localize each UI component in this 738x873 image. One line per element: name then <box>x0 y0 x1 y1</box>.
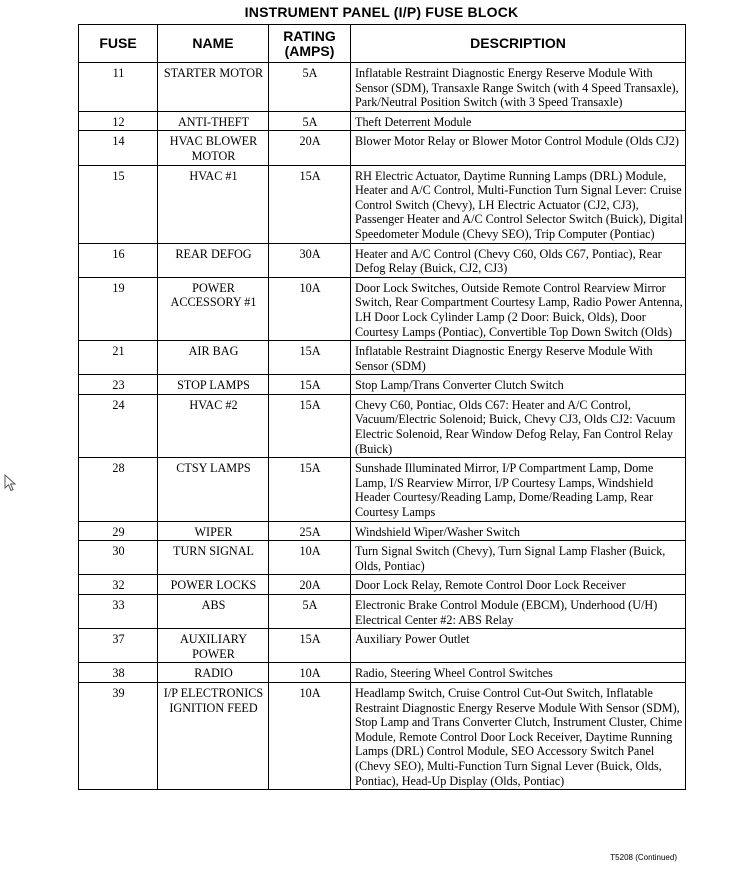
fuse-table <box>78 24 686 790</box>
fuse-number-cell: 29 <box>79 521 158 541</box>
fuse-number-cell: 21 <box>79 341 158 375</box>
fuse-rating-cell: 10A <box>269 682 351 789</box>
fuse-number-cell: 23 <box>79 375 158 395</box>
fuse-number-cell: 32 <box>79 575 158 595</box>
fuse-description-cell: Chevy C60, Pontiac, Olds C67: Heater and A/C Control, Vacuum/Electric Solenoid; Buick, Chevy CJ3, Olds CJ2: Vacuum Electric Solenoid, Rear Window Defog Relay, Fan Control Relay (Buick) <box>351 394 686 457</box>
table-row <box>79 277 686 340</box>
fuse-rating-cell: 15A <box>269 629 351 663</box>
fuse-name-cell: HVAC #2 <box>158 394 269 457</box>
fuse-number-cell: 30 <box>79 541 158 575</box>
table-row <box>79 375 686 395</box>
fuse-name-cell: AUXILIARY POWER <box>158 629 269 663</box>
fuse-table-body <box>79 63 686 790</box>
table-row <box>79 663 686 683</box>
header-name: NAME <box>158 25 269 63</box>
fuse-rating-cell: 5A <box>269 595 351 629</box>
fuse-description-cell: Radio, Steering Wheel Control Switches <box>351 663 686 683</box>
table-row <box>79 165 686 243</box>
fuse-name-cell: AIR BAG <box>158 341 269 375</box>
fuse-number-cell: 24 <box>79 394 158 457</box>
fuse-rating-cell: 15A <box>269 165 351 243</box>
table-row <box>79 131 686 165</box>
mouse-pointer-icon <box>4 474 18 492</box>
fuse-description-cell: Electronic Brake Control Module (EBCM), Underhood (U/H) Electrical Center #2: ABS Relay <box>351 595 686 629</box>
fuse-number-cell: 11 <box>79 63 158 112</box>
fuse-rating-cell: 15A <box>269 375 351 395</box>
fuse-number-cell: 16 <box>79 243 158 277</box>
fuse-number-cell: 37 <box>79 629 158 663</box>
fuse-description-cell: Windshield Wiper/Washer Switch <box>351 521 686 541</box>
table-row <box>79 111 686 131</box>
fuse-number-cell: 28 <box>79 458 158 521</box>
fuse-name-cell: POWER LOCKS <box>158 575 269 595</box>
fuse-name-cell: RADIO <box>158 663 269 683</box>
table-row <box>79 63 686 112</box>
fuse-name-cell: REAR DEFOG <box>158 243 269 277</box>
fuse-description-cell: Heater and A/C Control (Chevy C60, Olds C67, Pontiac), Rear Defog Relay (Buick, CJ2, CJ3) <box>351 243 686 277</box>
fuse-rating-cell: 10A <box>269 541 351 575</box>
fuse-name-cell: HVAC BLOWER MOTOR <box>158 131 269 165</box>
fuse-name-cell: ABS <box>158 595 269 629</box>
figure-reference-note: T5208 (Continued) <box>610 853 677 862</box>
fuse-description-cell: Blower Motor Relay or Blower Motor Control Module (Olds CJ2) <box>351 131 686 165</box>
fuse-rating-cell: 5A <box>269 111 351 131</box>
fuse-description-cell: Turn Signal Switch (Chevy), Turn Signal Lamp Flasher (Buick, Olds, Pontiac) <box>351 541 686 575</box>
header-rating <box>269 25 351 63</box>
fuse-rating-cell: 20A <box>269 131 351 165</box>
header-fuse: FUSE <box>79 25 158 63</box>
fuse-name-cell: STOP LAMPS <box>158 375 269 395</box>
fuse-rating-cell: 20A <box>269 575 351 595</box>
fuse-number-cell: 15 <box>79 165 158 243</box>
fuse-description-cell: Door Lock Switches, Outside Remote Control Rearview Mirror Switch, Rear Compartment Courtesy Lamp, Radio Power Antenna, LH Door Lock Cylinder Lamp (2 Door: Buick, Olds), Door Courtesy Lamps (Pontiac), Convertible Top Down Switch (Olds) <box>351 277 686 340</box>
fuse-number-cell: 38 <box>79 663 158 683</box>
fuse-rating-cell: 10A <box>269 663 351 683</box>
fuse-name-cell: HVAC #1 <box>158 165 269 243</box>
fuse-description-cell: Stop Lamp/Trans Converter Clutch Switch <box>351 375 686 395</box>
fuse-name-cell: POWER ACCESSORY #1 <box>158 277 269 340</box>
fuse-name-cell: ANTI-THEFT <box>158 111 269 131</box>
table-row <box>79 541 686 575</box>
page-title: INSTRUMENT PANEL (I/P) FUSE BLOCK <box>244 4 519 20</box>
fuse-number-cell: 39 <box>79 682 158 789</box>
fuse-rating-cell: 10A <box>269 277 351 340</box>
table-row <box>79 682 686 789</box>
table-row <box>79 575 686 595</box>
table-row <box>79 521 686 541</box>
table-row <box>79 243 686 277</box>
table-row <box>79 629 686 663</box>
fuse-name-cell: I/P ELECTRONICS IGNITION FEED <box>158 682 269 789</box>
table-row <box>79 394 686 457</box>
fuse-rating-cell: 15A <box>269 341 351 375</box>
fuse-number-cell: 12 <box>79 111 158 131</box>
table-row <box>79 458 686 521</box>
table-row <box>79 341 686 375</box>
fuse-number-cell: 19 <box>79 277 158 340</box>
fuse-name-cell: CTSY LAMPS <box>158 458 269 521</box>
fuse-rating-cell: 30A <box>269 243 351 277</box>
fuse-rating-cell: 25A <box>269 521 351 541</box>
fuse-description-cell: Inflatable Restraint Diagnostic Energy Reserve Module With Sensor (SDM), Transaxle Range Switch (with 4 Speed Transaxle), Park/Neutral Position Switch (with 3 Speed Transaxle) <box>351 63 686 112</box>
fuse-description-cell: RH Electric Actuator, Daytime Running Lamps (DRL) Module, Heater and A/C Control, Multi-Function Turn Signal Lever: Cruise Control Switch (Chevy), LH Electric Actuator (CJ2, CJ3), Passenger Heater and A/C Control Selector Switch (Buick), Digital Speedometer Module (Chevy SEO), Trip Computer (Pontiac) <box>351 165 686 243</box>
table-row <box>79 595 686 629</box>
header-rating-line1: RATING <box>283 27 336 44</box>
header-description: DESCRIPTION <box>351 25 686 63</box>
fuse-rating-cell: 5A <box>269 63 351 112</box>
header-rating-line2: (AMPS) <box>284 42 335 59</box>
fuse-name-cell: STARTER MOTOR <box>158 63 269 112</box>
fuse-name-cell: TURN SIGNAL <box>158 541 269 575</box>
fuse-description-cell: Auxiliary Power Outlet <box>351 629 686 663</box>
fuse-rating-cell: 15A <box>269 458 351 521</box>
fuse-name-cell: WIPER <box>158 521 269 541</box>
fuse-description-cell: Headlamp Switch, Cruise Control Cut-Out Switch, Inflatable Restraint Diagnostic Energy Reserve Module With Sensor (SDM), Stop Lamp and Trans Converter Clutch, Instrument Cluster, Chime Module, Remote Control Door Lock Receiver, Daytime Running Lamps (DRL) Control Module, SEO Accessory Switch Panel (Chevy SEO), Multi-Function Turn Signal Lever (Buick, Olds, Pontiac), Head-Up Display (Olds, Pontiac) <box>351 682 686 789</box>
fuse-description-cell: Theft Deterrent Module <box>351 111 686 131</box>
fuse-description-cell: Inflatable Restraint Diagnostic Energy Reserve Module With Sensor (SDM) <box>351 341 686 375</box>
fuse-description-cell: Door Lock Relay, Remote Control Door Lock Receiver <box>351 575 686 595</box>
table-header-row <box>79 25 686 63</box>
fuse-number-cell: 14 <box>79 131 158 165</box>
fuse-rating-cell: 15A <box>269 394 351 457</box>
fuse-number-cell: 33 <box>79 595 158 629</box>
fuse-description-cell: Sunshade Illuminated Mirror, I/P Compartment Lamp, Dome Lamp, I/S Rearview Mirror, I/P Courtesy Lamps, Windshield Header Courtesy/Reading Lamp, Dome/Reading Lamp, Rear Courtesy Lamps <box>351 458 686 521</box>
